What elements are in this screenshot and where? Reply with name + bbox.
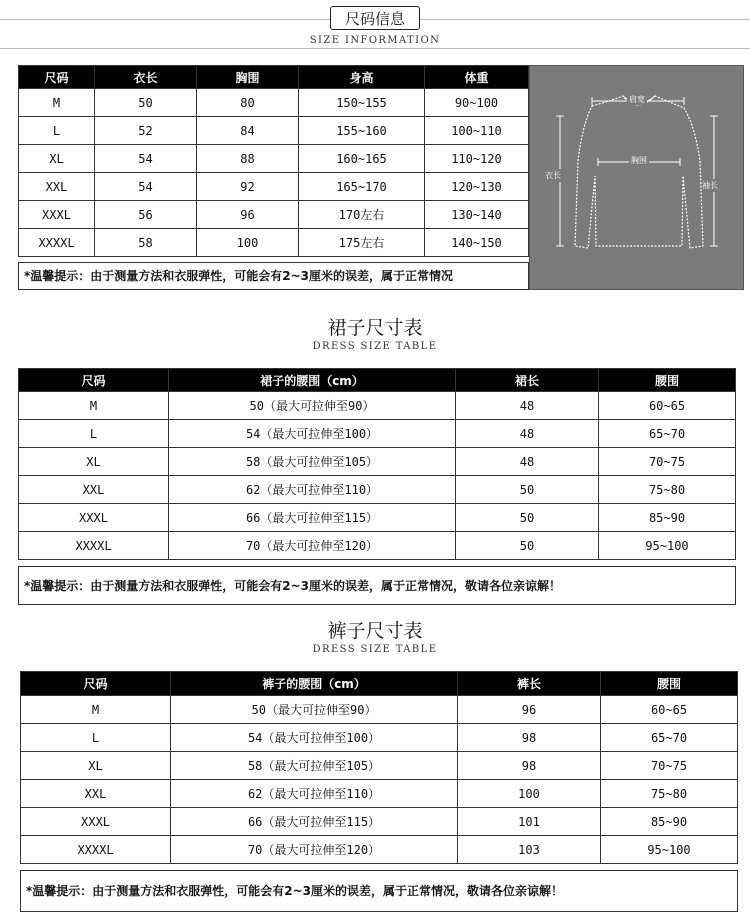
table-row (19, 229, 529, 257)
table-cell: 70~75 (601, 752, 738, 780)
table-cell: 50（最大可拉伸至90） (171, 696, 458, 724)
table-cell: M (19, 89, 95, 117)
table-row (21, 724, 738, 752)
table-cell: 140~150 (425, 229, 529, 257)
table-cell: 96 (197, 201, 299, 229)
table-cell: 85~90 (601, 808, 738, 836)
table-cell: 75~80 (599, 476, 736, 504)
table-cell: 98 (458, 724, 601, 752)
table-cell: 92 (197, 173, 299, 201)
table-cell: XXL (19, 173, 95, 201)
table-row (21, 752, 738, 780)
pants-title: 裤子尺寸表 (327, 620, 423, 642)
pants-size-table (20, 671, 738, 864)
table-cell: 58（最大可拉伸至105） (171, 752, 458, 780)
table-cell: 98 (458, 752, 601, 780)
table-row (19, 89, 529, 117)
table-cell: 110~120 (425, 145, 529, 173)
table-cell: 58（最大可拉伸至105） (169, 448, 456, 476)
table-cell: 96 (458, 696, 601, 724)
table-cell: L (19, 117, 95, 145)
table-cell: 70~75 (599, 448, 736, 476)
pants-header-cell: 腰围 (601, 672, 738, 696)
table-cell: 95~100 (599, 532, 736, 560)
table-row (21, 696, 738, 724)
table-cell: 54 (95, 145, 197, 173)
table-row (19, 420, 736, 448)
page-title: 尺码信息 (330, 6, 420, 30)
table-cell: 65~70 (599, 420, 736, 448)
pants-subtitle: DRESS SIZE TABLE (312, 644, 438, 655)
pants-table-note: *温馨提示：由于测量方法和衣服弹性，可能会有2~3厘米的误差，属于正常情况，敬请各位亲谅解！ (20, 870, 738, 912)
table-cell: 50（最大可拉伸至90） (169, 392, 456, 420)
dress-header-cell: 尺码 (19, 369, 169, 392)
table-cell: 54（最大可拉伸至100） (169, 420, 456, 448)
table-cell: 101 (458, 808, 601, 836)
table-cell: 150~155 (299, 89, 425, 117)
table-cell: 160~165 (299, 145, 425, 173)
header-line-right (420, 19, 750, 20)
header-bottom-line (0, 48, 750, 49)
table-cell: 120~130 (425, 173, 529, 201)
table-cell: 50 (456, 504, 599, 532)
table-cell: 52 (95, 117, 197, 145)
table-cell: 75~80 (601, 780, 738, 808)
header-line-left (0, 19, 330, 20)
table-row (19, 504, 736, 532)
table-cell: 100 (458, 780, 601, 808)
table-cell: 66（最大可拉伸至115） (171, 808, 458, 836)
table-cell: XL (19, 448, 169, 476)
pants-header-cell: 裤子的腰围（cm） (171, 672, 458, 696)
table-row (19, 476, 736, 504)
length-label: 衣长 (545, 171, 561, 180)
table-row (19, 392, 736, 420)
dress-title: 裙子尺寸表 (327, 317, 423, 339)
table-cell: 155~160 (299, 117, 425, 145)
top_table-header-cell: 衣长 (95, 66, 197, 89)
table-cell: 60~65 (601, 696, 738, 724)
table-cell: L (21, 724, 171, 752)
table-cell: 95~100 (601, 836, 738, 864)
table-cell: XXXL (19, 504, 169, 532)
dress-subtitle: DRESS SIZE TABLE (312, 341, 438, 352)
chest-label: 胸围 (631, 156, 647, 165)
table-cell: 70（最大可拉伸至120） (169, 532, 456, 560)
dress-table-note: *温馨提示：由于测量方法和衣服弹性，可能会有2~3厘米的误差，属于正常情况，敬请各位亲谅解！ (18, 566, 736, 605)
table-cell: L (19, 420, 169, 448)
table-cell: 90~100 (425, 89, 529, 117)
top_table-header-cell: 胸围 (197, 66, 299, 89)
dress-header-cell: 裙长 (456, 369, 599, 392)
table-cell: 100 (197, 229, 299, 257)
table-cell: 54（最大可拉伸至100） (171, 724, 458, 752)
table-cell: 70（最大可拉伸至120） (171, 836, 458, 864)
table-cell: 170左右 (299, 201, 425, 229)
top-table-note: *温馨提示：由于测量方法和衣服弹性，可能会有2~3厘米的误差，属于正常情况 (18, 262, 529, 290)
dress-header-cell: 腰围 (599, 369, 736, 392)
table-cell: 103 (458, 836, 601, 864)
top_table-header-cell: 身高 (299, 66, 425, 89)
table-cell: XL (19, 145, 95, 173)
table-cell: 48 (456, 392, 599, 420)
top_table-header-cell: 体重 (425, 66, 529, 89)
top_table-header-cell: 尺码 (19, 66, 95, 89)
table-row (19, 448, 736, 476)
table-cell: XL (21, 752, 171, 780)
table-cell: 88 (197, 145, 299, 173)
table-cell: 50 (456, 476, 599, 504)
table-row (21, 836, 738, 864)
table-cell: 175左右 (299, 229, 425, 257)
garment-diagram (529, 65, 744, 290)
table-cell: 80 (197, 89, 299, 117)
table-cell: XXL (19, 476, 169, 504)
table-cell: 62（最大可拉伸至110） (169, 476, 456, 504)
table-cell: 65~70 (601, 724, 738, 752)
table-cell: 50 (456, 532, 599, 560)
table-row (21, 780, 738, 808)
table-cell: 56 (95, 201, 197, 229)
table-cell: XXXXL (19, 532, 169, 560)
table-cell: 58 (95, 229, 197, 257)
table-cell: XXXXL (21, 836, 171, 864)
table-cell: 100~110 (425, 117, 529, 145)
table-cell: XXXXL (19, 229, 95, 257)
shoulder-label: 肩宽 (629, 95, 645, 104)
top-size-table (18, 65, 529, 257)
table-cell: M (19, 392, 169, 420)
table-cell: 60~65 (599, 392, 736, 420)
table-cell: XXXL (19, 201, 95, 229)
table-cell: 48 (456, 448, 599, 476)
table-row (19, 117, 529, 145)
dress-header-cell: 裙子的腰围（cm） (169, 369, 456, 392)
table-cell: 165~170 (299, 173, 425, 201)
table-cell: XXL (21, 780, 171, 808)
dress-size-table (18, 368, 736, 560)
table-cell: 48 (456, 420, 599, 448)
sleeve-label: 袖长 (702, 181, 718, 190)
table-cell: 85~90 (599, 504, 736, 532)
table-row (19, 201, 529, 229)
table-cell: XXXL (21, 808, 171, 836)
table-cell: 50 (95, 89, 197, 117)
pants-header-cell: 尺码 (21, 672, 171, 696)
table-cell: 130~140 (425, 201, 529, 229)
pants-header-cell: 裤长 (458, 672, 601, 696)
page-subtitle: SIZE INFORMATION (309, 35, 441, 46)
table-cell: 62（最大可拉伸至110） (171, 780, 458, 808)
table-cell: 84 (197, 117, 299, 145)
table-cell: 54 (95, 173, 197, 201)
table-row (21, 808, 738, 836)
table-row (19, 532, 736, 560)
table-cell: 66（最大可拉伸至115） (169, 504, 456, 532)
table-row (19, 173, 529, 201)
table-row (19, 145, 529, 173)
table-cell: M (21, 696, 171, 724)
